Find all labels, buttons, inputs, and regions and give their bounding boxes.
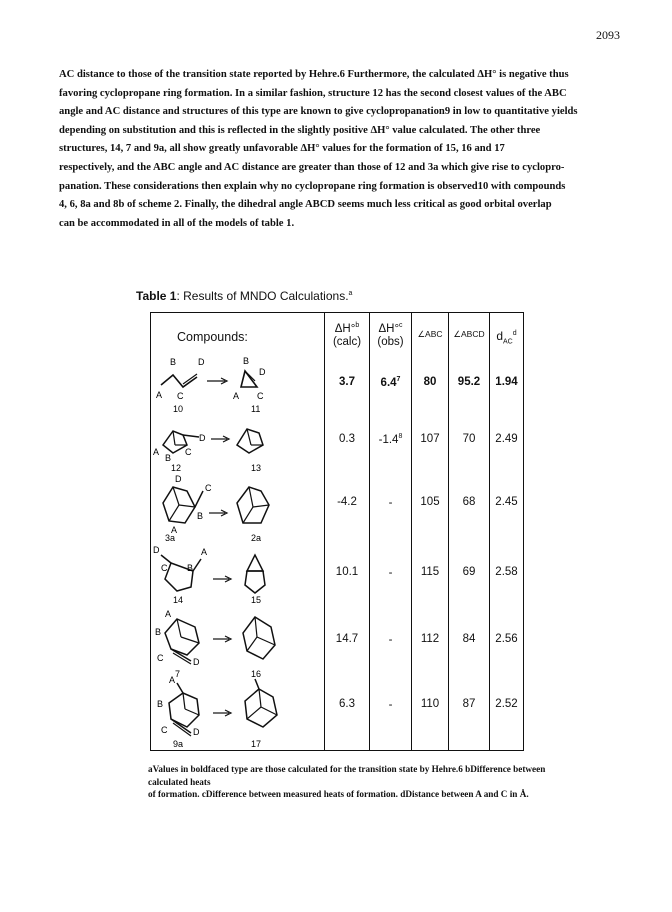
reaction-scheme-14-to-15 xyxy=(151,541,323,605)
svg-text:A: A xyxy=(171,525,178,535)
table-caption-label: Table 1 xyxy=(136,289,177,303)
svg-text:D: D xyxy=(193,657,200,667)
cell-dh-obs-ref: 8 xyxy=(398,433,403,440)
cell-distance-ac: 2.58 xyxy=(495,566,518,578)
body-line: 4, 6, 8a and 8b of scheme 2. Finally, the dihedral angle ABCD seems much less critical as good orbital overlap xyxy=(59,199,552,211)
reaction-scheme-7-to-16 xyxy=(151,605,323,681)
svg-text:D: D xyxy=(259,367,266,377)
header-dh-obs-symbol: ΔH° xyxy=(378,322,400,335)
compound-label-reactant: 12 xyxy=(171,463,182,473)
svg-text:C: C xyxy=(205,483,212,493)
compound-label-product: 17 xyxy=(251,739,262,749)
body-line: favoring cyclopropane ring formation. In a similar fashion, structure 12 has the second closest values of the ABC xyxy=(59,87,567,99)
footnote-line: aValues in boldfaced type are those calculated for the transition state by Hehre.6 bDifference between calculated heats xyxy=(148,764,546,787)
table-footnotes xyxy=(148,763,568,801)
structure-row-12-13 xyxy=(151,415,323,480)
compound-label-product: 16 xyxy=(251,669,262,679)
cell-dh-calc: 0.3 xyxy=(339,433,355,445)
svg-text:B: B xyxy=(243,356,250,366)
header-dh-calc xyxy=(325,319,369,349)
reaction-scheme-12-to-13 xyxy=(151,415,323,475)
header-compounds: Compounds: xyxy=(177,330,248,344)
cell-dh-obs-value: -1.4 xyxy=(378,433,399,446)
svg-text:B: B xyxy=(157,699,164,709)
header-distance-ac xyxy=(490,329,523,345)
cell-distance-ac: 2.45 xyxy=(495,496,518,508)
cell-dh-obs-ref: 7 xyxy=(396,376,401,383)
compound-label-reactant: 7 xyxy=(175,669,181,679)
cell-angle-abc: 115 xyxy=(420,566,440,578)
table-caption-text: : Results of MNDO Calculations. xyxy=(176,289,349,303)
svg-text:A: A xyxy=(169,675,176,685)
cell-distance-ac: 2.56 xyxy=(495,633,518,645)
cell-distance-ac: 2.49 xyxy=(495,433,518,445)
cell-dh-obs-value: - xyxy=(388,698,393,711)
body-line: panation. These considerations then explain why no cyclopropane ring formation is observed10 with compounds xyxy=(59,180,566,192)
cell-dh-obs-value: - xyxy=(388,496,393,509)
table-caption xyxy=(136,289,352,303)
svg-text:A: A xyxy=(233,391,240,401)
cell-dh-obs xyxy=(370,566,411,579)
header-distance-ac-symbol: d xyxy=(496,329,504,343)
svg-text:B: B xyxy=(165,453,172,463)
svg-text:A: A xyxy=(201,547,208,557)
structure-row-10-11 xyxy=(151,349,323,422)
header-dh-calc-symbol: ΔH° xyxy=(334,322,356,335)
header-distance-ac-mark: d xyxy=(512,330,517,337)
cell-dh-calc: 14.7 xyxy=(335,633,359,645)
body-paragraph xyxy=(59,66,619,233)
compound-label-product: 11 xyxy=(251,404,261,414)
header-dh-calc-sub: (calc) xyxy=(332,335,362,348)
reaction-scheme-9a-to-17 xyxy=(151,673,323,749)
svg-text:C: C xyxy=(257,391,264,401)
header-angle-abcd: ∠ABCD xyxy=(453,329,485,339)
svg-text:C: C xyxy=(161,725,168,735)
cell-dh-calc: 3.7 xyxy=(339,376,355,388)
cell-dh-obs-value: - xyxy=(388,633,393,646)
cell-dh-calc: -4.2 xyxy=(337,496,357,508)
svg-text:D: D xyxy=(199,433,206,443)
page-number: 2093 xyxy=(596,28,620,42)
svg-text:A: A xyxy=(153,447,160,457)
compound-label-reactant: 14 xyxy=(173,595,184,605)
header-distance-ac-sub: AC xyxy=(503,338,513,346)
svg-text:B: B xyxy=(170,357,177,367)
svg-text:D: D xyxy=(153,545,160,555)
body-line: angle and AC distance and structures of this type are known to give cyclopropanation9 in low to quantitative yields xyxy=(59,106,578,118)
cell-distance-ac: 2.52 xyxy=(495,698,518,710)
header-angle-abc: ∠ABC xyxy=(417,329,443,339)
body-line: respectively, and the ABC angle and AC distance are greater than those of 12 and 3a which give rise to cyclopro- xyxy=(59,161,565,173)
cell-angle-abc: 107 xyxy=(420,433,440,445)
compound-label-reactant: 9a xyxy=(173,739,184,749)
reaction-scheme-3a-to-2a xyxy=(151,473,323,547)
compound-label-reactant: 3a xyxy=(165,533,176,543)
results-table xyxy=(150,312,524,751)
svg-text:A: A xyxy=(156,390,163,400)
body-line: AC distance to those of the transition state reported by Hehre.6 Furthermore, the calculated ΔH° is negative thus xyxy=(59,69,569,80)
cell-angle-abc: 80 xyxy=(423,376,437,388)
table-caption-footnote-mark: a xyxy=(348,290,353,297)
header-dh-obs-mark: c xyxy=(399,322,403,329)
svg-text:D: D xyxy=(193,727,200,737)
cell-angle-abc: 105 xyxy=(420,496,440,508)
svg-text:C: C xyxy=(157,653,164,663)
svg-text:A: A xyxy=(165,609,172,619)
structure-row-14-15 xyxy=(151,541,323,610)
svg-text:D: D xyxy=(198,357,205,367)
compound-label-product: 13 xyxy=(251,463,262,473)
cell-dh-obs xyxy=(370,698,411,711)
header-dh-obs-sub: (obs) xyxy=(377,335,404,348)
cell-angle-abcd: 69 xyxy=(462,566,476,578)
cell-angle-abcd: 70 xyxy=(462,433,476,445)
cell-dh-obs xyxy=(370,433,411,446)
structure-row-9a-17 xyxy=(151,673,323,754)
svg-text:C: C xyxy=(177,391,184,401)
cell-distance-ac: 1.94 xyxy=(495,376,518,388)
svg-text:D: D xyxy=(175,474,182,484)
cell-angle-abc: 110 xyxy=(420,698,440,710)
header-dh-obs xyxy=(370,319,411,349)
cell-dh-obs-value: - xyxy=(388,566,393,579)
cell-angle-abcd: 95.2 xyxy=(457,376,481,388)
cell-dh-obs-value: 6.4 xyxy=(380,376,397,389)
compound-label-product: 15 xyxy=(251,595,262,605)
cell-angle-abcd: 68 xyxy=(462,496,476,508)
cell-dh-obs xyxy=(370,376,411,389)
svg-text:C: C xyxy=(185,447,192,457)
body-line: depending on substitution and this is reflected in the slightly positive ΔH° value calculated. The other three xyxy=(59,124,541,136)
compound-label-product: 2a xyxy=(251,533,262,543)
cell-dh-calc: 10.1 xyxy=(335,566,359,578)
cell-angle-abc: 112 xyxy=(420,633,440,645)
svg-text:B: B xyxy=(187,563,194,573)
svg-text:C: C xyxy=(161,563,168,573)
reaction-scheme-10-to-11 xyxy=(151,349,323,417)
body-line: can be accommodated in all of the models of table 1. xyxy=(59,217,295,229)
body-line: structures, 14, 7 and 9a, all show greatly unfavorable ΔH° values for the formation of 15, 16 and 17 xyxy=(59,143,505,155)
cell-angle-abcd: 87 xyxy=(462,698,476,710)
footnote-line: of formation. cDifference between measured heats of formation. dDistance between A and C in Å. xyxy=(148,789,529,799)
cell-dh-calc: 6.3 xyxy=(339,698,355,710)
compound-label-reactant: 10 xyxy=(173,404,184,414)
cell-angle-abcd: 84 xyxy=(462,633,476,645)
cell-dh-obs xyxy=(370,633,411,646)
header-dh-calc-mark: b xyxy=(355,322,360,329)
cell-dh-obs xyxy=(370,496,411,509)
svg-text:B: B xyxy=(197,511,204,521)
svg-text:B: B xyxy=(155,627,162,637)
